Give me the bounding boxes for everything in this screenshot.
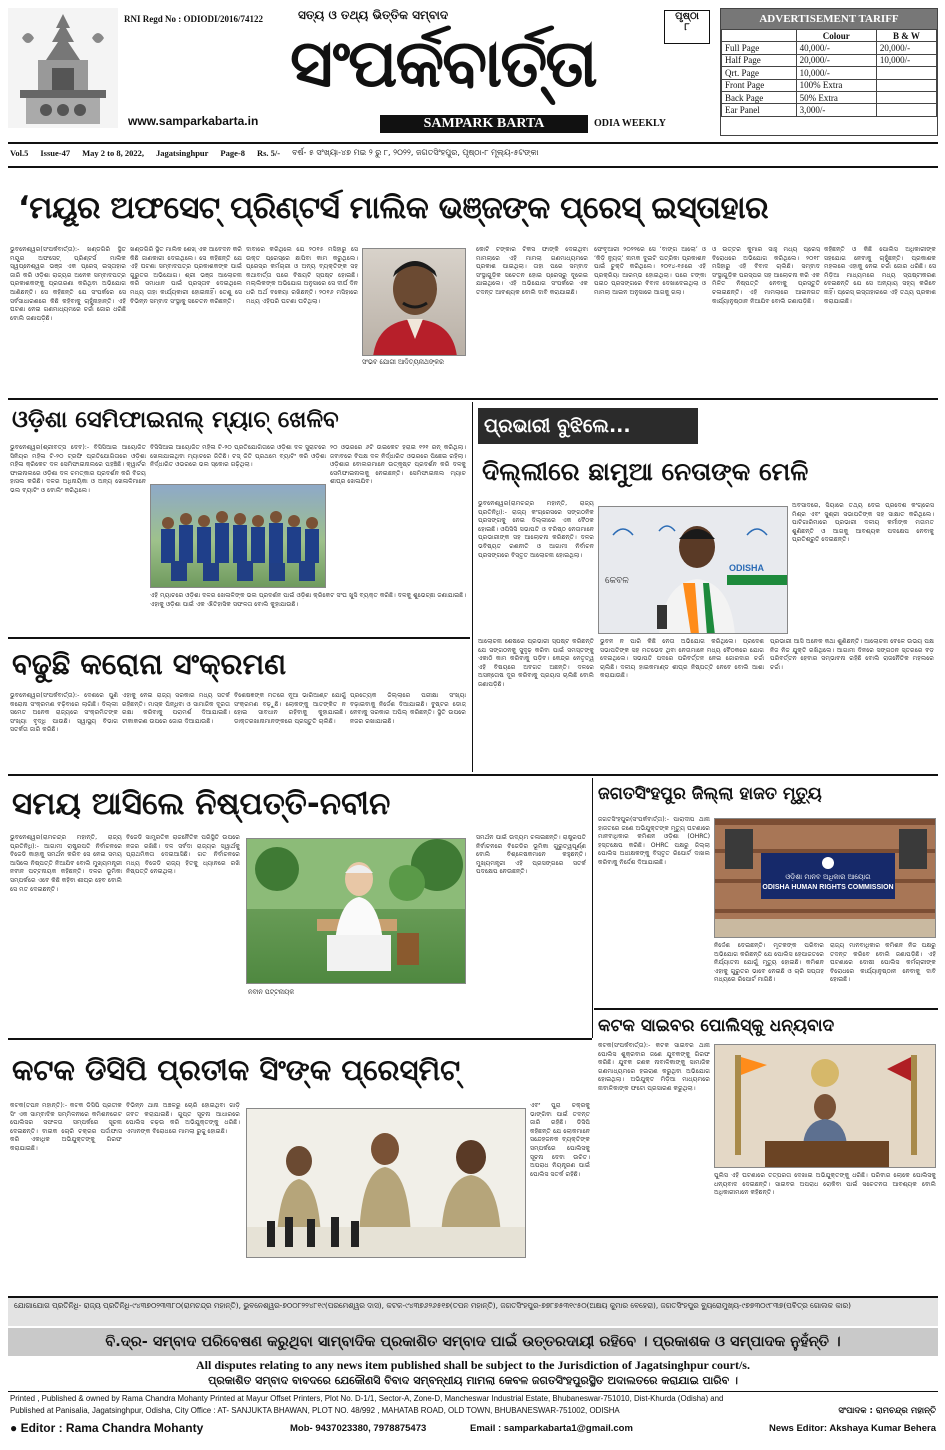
article-column: କହିଛନ୍ତି ଓ କିଛି ପୋଲିସ ଅଧିକାରୀଙ୍କ ସହଯୋଗ ନେବାକୁ ଚାହୁଁଛନ୍ତି। ପ୍ରକାଶକ ମହଲରେ ଏହାକୁ ନେଇ ଚର୍ଚ୍ଚା ଜୋର ଧରିଛି। ସେ ମିଡ଼ିଆ ମାଧ୍ୟମରେ ମଧ୍ୟ ସ୍ପଷ୍ଟୀକରଣ ଦେଇଛନ୍ତି ଯେ ସେ ଅନ୍ୟାୟ ସହ୍ୟ କରିବେ ନାହିଁ। ପ୍ରେସ୍ ଇସ୍ତାହାରରେ ଏହି ତଥ୍ୟ ପ୍ରକାଶ କରାଯାଇଛି।	[824, 246, 936, 305]
headline-mayur-offset: ‘ମୟୂର ଅଫସେଟ୍ ପ୍ରିଣ୍ଟର୍ସ ମାଲିକ ଭଞ୍ଜଙ୍କ ପ୍ରେସ୍ ଇସ୍ତାହାର	[18, 190, 769, 226]
tariff-table	[721, 29, 937, 117]
contacts-text: ଯୋଗାଯୋଗ ପ୍ରତିନିଧି- ରାଜ୍ୟ ପ୍ରତିନିଧି-୯୪୩୭୦୨୩୩୮୦(ରାମଚନ୍ଦ୍ର ମହାନ୍ତି), ଭୁବନେଶ୍ୱର-୭୦୦୮୨୨୪୮୧୯(ପରମେଶ୍ୱର ଦାସ), କଟକ-୯୪୩୭୬୨୬୫୧୭(ତପନ ମହାନ୍ତି), ଜଗତସିଂହପୁର-୭୭୮୭୫୩୧୯୫୦(ଅକ୍ଷୟ କୁମାର ବେହେରା), ଜଗତସିଂହପୁର ବ୍ୟୁରୋମୁଖ୍ୟ-୯୭୭୩୦୯୮୩୭(ପବିତ୍ର ଗୋଲକ କାର)	[14, 1301, 851, 1310]
svg-text:ODISHA HUMAN RIGHTS COMMISSION: ODISHA HUMAN RIGHTS COMMISSION	[762, 884, 894, 891]
imprint-line-2: Published at Panisalia, Jagatsinghpur, Odisha, City Office : AT- SANJUKTA BHAWAN, PLOT NO. 48/992 , MAHATAB ROAD, OLD TOWN, BHUBANESWAR-751002, ODISHA	[10, 1406, 620, 1415]
article-column: ଏହି ମ୍ୟାଚରେ ଓଡ଼ିଶା ଦଳର ଖେଳାଳିଙ୍କ ଭଲ ପ୍ରଦର୍ଶନ ପାଇଁ ଓଡ଼ିଶା କ୍ରିକେଟ ସଂଘ ଖୁସି ବ୍ୟକ୍ତ କରିଛି। ଦଳକୁ ଶୁଭେଚ୍ଛା ଜଣାଯାଇଛି। ଏହାକୁ ଓଡ଼ିଶା ପାଇଁ ଏକ ଐତିହାସିକ ସଫଳତା ବୋଲି କୁହାଯାଉଛି।	[150, 592, 466, 608]
article-column: ଭୁବନେଶ୍ୱର(ସଂପର୍କବାର୍ତ୍ତା):- ଖଣ୍ଡଗିରି ସ୍ଥିତ ମୟୂର ଅଫସେଟ୍ ପ୍ରିଣ୍ଟର୍ସ ମାଲିକ ସ୍ୱପ୍ନେଶ୍ୱର ଭଞ୍ଜ ଏକ ପ୍ରେସ୍ ଇସ୍ତାହାର ଜାରି କରି ଓଡ଼ିଶା ରାଜ୍ୟର ଅନେକ ସମ୍ବାଦପତ୍ର ପ୍ରକାଶକଙ୍କୁ ପ୍ରତାରଣା କରିଥିବା ଅଭିଯୋଗ ଆଣିଛନ୍ତି। ସେ କହିଛନ୍ତି ଯେ ସଂପର୍କରେ ସେ ସର୍ବସାଧାରଣରେ କିଛି କହିବାକୁ ଚାହୁଁନାହାନ୍ତି। ଏହି ଘଟଣା ନେଇ ଗଣମାଧ୍ୟମରେ ଚର୍ଚ୍ଚା ଜୋର ଧରିଛି ବୋଲି ଜଣାପଡ଼ିଛି।	[10, 246, 126, 322]
dateline-odia: ବର୍ଷ- ୫ ସଂଖ୍ୟା-୪୭ ମଇ ୨ ରୁ ୮, ୨୦୨୨, ଜଗତସିଂହପୁର, ପୃଷ୍ଠା-୮ ମୂଲ୍ୟ-୫ଟଙ୍କା	[292, 148, 539, 157]
article-column: ପ୍ରଭାରୀ ଆସି ଅନେକ କଥା ଶୁଣିଛନ୍ତି। ଆଲୋଚନା ବେଳେ ଉଭୟ ପକ୍ଷ ନିଜ ନିଜ ଯୁକ୍ତି ରଖିଥିଲେ। ଆଗାମୀ ଦିନରେ ସଙ୍ଗଠନ ସ୍ତରରେ ବଡ଼ ପରିବର୍ତ୍ତନ ହେବାର ସମ୍ଭାବନା ରହିଛି ବୋଲି ରାଜନୈତିକ ମହଲରେ ଚର୍ଚ୍ଚା।	[770, 638, 934, 671]
article-column: ୨୦ ଓଭରରେ ୬ଟି ଉଇକେଟ ହରାଇ ୧୨୧ ରନ୍ କରିଥିଲା। ଜବାବରେ ବିପକ୍ଷ ଦଳ ନିର୍ଦ୍ଧାରିତ ଓଭରରେ ପିଛେଇ ରହିଲା। ଓଡ଼ିଶାର ବୋଲରମାନେ ଉତ୍କୃଷ୍ଟ ପ୍ରଦର୍ଶନ କରି ଦଳକୁ ସେମିଫାଇନାଲକୁ ନେଇଛନ୍ତି। ସେମିଫାଇନାଲ ମ୍ୟାଚ ଶୀଘ୍ର ଖେଳାଯିବ।	[330, 444, 466, 486]
table-row: Front Page 100% Extra	[722, 79, 937, 91]
cricket-team-photo	[150, 484, 326, 588]
table-row: Full Page 40,000/- 20,000/-	[722, 42, 937, 54]
page-box-label: ପୃଷ୍ଠା	[675, 11, 699, 22]
article-column: ଫେବୃଆରୀ ୨୦୨୨ରେ ସେ ‘ବାଙ୍ଗ ଆଲୋ’ ଓ ‘କିଡ଼ି ନ୍ୟୁଜ୍’ ନାମକ ଦୁଇଟି ପତ୍ରିକା ପ୍ରକାଶନ ପାଇଁ ଚୁକ୍ତି କରିଥିଲେ। ୨୦୧୪-୧୫ରେ ଏହି ପ୍ରକ୍ରିୟା ଆରମ୍ଭ ହୋଇଥିଲା। ପରେ ଟଙ୍କା ପଇଠ ପ୍ରସଙ୍ଗରେ ବିବାଦ ଦେଖାଦେଇଥିଲା ଓ ମାମଲା ଆଇନ ଅନୁସାରେ ଆଗକୁ ଗଲା।	[594, 246, 706, 296]
headline-cuttack-cyber-police: କଟକ ସାଇବର ପୋଲିସ୍‌କୁ ଧନ୍ୟବାଦ	[598, 1016, 835, 1036]
news-editor: News Editor: Akshaya Kumar Behera	[768, 1423, 936, 1434]
tagline: ସତ୍ୟ ଓ ତଥ୍ୟ ଭିତ୍ତିକ ସମ୍ବାଦ	[298, 8, 449, 22]
article-column: ଅବସାଦରେ, ସିୟାରେ ତଥ୍ୟ ଦେଇ ପ୍ରଦେଶ କଂଗ୍ରେସ ମିଶ୍ର ଏବଂ ସୁଶ୍ରୀ ସଭାପତିଙ୍କ ସହ ସାକ୍ଷାତ କରିଥିଲେ। ପାଟିଗାରିମାରେ ପ୍ରଭାରୀ ଦଳୀୟ କର୍ମୀଙ୍କ ମତାମତ ଶୁଣିଛନ୍ତି ଓ ଆଗକୁ ଆବଶ୍ୟକ ପଦକ୍ଷେପ ନେବାକୁ ପ୍ରତିଶ୍ରୁତି ଦେଇଛନ୍ତି।	[792, 502, 934, 544]
tariff-header-colour: Colour	[796, 30, 876, 42]
article-column: ବିସିସିଆଇ ଆୟୋଜିତ ମହିଳା ଟି-୨୦ ପ୍ରତିଯୋଗିତାରେ ଓଡ଼ିଶା ଦଳ ସୁରାଟରେ ଖେଳାଯାଇଥିବା ମ୍ୟାଚରେ ଜିତିଛି। ଟସ୍ ଜିତି ପ୍ରଥମେ ବ୍ୟାଟିଂ କରି ଓଡ଼ିଶା ନିର୍ଦ୍ଧାରିତ ଓଭରରେ ଭଲ ସ୍କୋର ଗଢ଼ିଥିଲା।	[150, 444, 326, 469]
article-column: ଭୁବନେଶ୍ୱର(ରାମଚନ୍ଦ୍ର ମହାନ୍ତି, ରାଜ୍ୟ ପ୍ରତିନିଧି):- ଆଗାମୀ ରାଷ୍ଟ୍ରପତି ନିର୍ବାଚନରେ ବିଜେଡି କାହାକୁ ସମର୍ଥନ କରିବ ସେ ନେଇ ସମୟ ଆସିଲେ ନିଷ୍ପତ୍ତି ନିଆଯିବ ବୋଲି ମୁଖ୍ୟମନ୍ତ୍ରୀ ନବୀନ ପଟ୍ଟନାୟକ କହିଛନ୍ତି। ଦଳର ଭୂମିକା ସମ୍ପର୍କରେ ଏବେ କିଛି କହିବା ଶୀଘ୍ର ହେବ ବୋଲି ସେ ମତ ଦେଇଛନ୍ତି।	[10, 834, 122, 893]
divider	[8, 1391, 938, 1392]
article-column: କଟକ(ସଂପର୍କବାର୍ତ୍ତା):- କଟକ ସାଇବର ଥାନା ପୋଲିସ ଶୁକ୍ରବାର ଜଣେ ଯୁବକଙ୍କୁ ଗିରଫ କରିଛି। ଯୁବକ ଜଣକ ନାବାଳିକାଙ୍କୁ ସାମାଜିକ ଗଣମାଧ୍ୟମରେ ହଇରାଣ କରୁଥିବା ଅଭିଯୋଗ ହୋଇଥିଲା। ଅଭିଯୁକ୍ତ ମିଡ଼ିଆ ମାଧ୍ୟମରେ ନାବାଳିକାଙ୍କ ଫଟୋ ପ୍ରସାରଣ କରୁଥିଲା।	[598, 1042, 710, 1092]
divider	[8, 637, 470, 639]
article-column: ଭୁବନେଶ୍ୱର(ସଂପର୍କବାର୍ତ୍ତା):- ଦେଶରେ ପୁଣି କରୋନା ସଂକ୍ରମଣ ବଢ଼ିବାରେ ଲାଗିଛି। ଦିଲ୍ଲୀ ସମେତ ଅନେକ ରାଜ୍ୟରେ ସଂକ୍ରମିତଙ୍କ ସଂଖ୍ୟା ବୃଦ୍ଧି ପାଉଛି। ସ୍ୱାସ୍ଥ୍ୟ ବିଭାଗ ସତର୍କତା ଜାରି କରିଛି।	[10, 692, 118, 734]
svg-text:ODISHA: ODISHA	[729, 563, 765, 573]
title-odia: ସଂପର୍କବାର୍ତ୍ତା	[290, 25, 596, 102]
vol: Vol.5	[10, 148, 29, 158]
editor-name: ● Editor : Rama Chandra Mohanty	[10, 1421, 204, 1435]
divider	[8, 142, 938, 144]
table-row: Half Page 20,000/- 10,000/-	[722, 54, 937, 66]
press-meet-photo	[246, 1108, 526, 1258]
jurisdiction-english: All disputes relating to any news item published shall be subject to the Jurisdiction of Jagatsinghpur court/s.	[196, 1358, 750, 1372]
subtitle: ODIA WEEKLY	[594, 118, 666, 129]
press-conference-photo	[598, 506, 788, 634]
issue: Issue-47	[40, 148, 71, 158]
article-column: ଦାବାରେ କରିଥିଲେ ଯେ ୨୦୧୫ ମସିହାରୁ ସେ ଉକ୍ତ ପ୍ରେସ୍‌ରେ ଛାପିବା କାମ କରୁଥିଲେ। ପ୍ରେସ୍‌ର କର୍ମଚାରୀ ଓ ଅନ୍ୟ ବ୍ୟକ୍ତିଙ୍କ ସହ କଥାବାର୍ତ୍ତା ପରେ ବିଷୟଟି ସ୍ପଷ୍ଟ ହୋଇଛି। ମଲ୍ଲିକଙ୍କ ଅଭିଯୋଗ ଅନୁସାରେ ସେ ଦୀର୍ଘ ଦିନ ଧରି ଅର୍ଥ ବକେୟା ରଖିଛନ୍ତି। ୨୦୧୬ ମସିହାରେ ମଧ୍ୟ ଏହିପରି ଘଟଣା ଘଟିଥିଲା।	[246, 246, 358, 305]
rni-number: RNI Regd No : ODIODI/2016/74122	[124, 14, 264, 24]
ohrc-building-photo	[714, 818, 936, 938]
temple-emblem-icon	[8, 8, 118, 128]
jurisdiction-odia: ପ୍ରକାଶିତ ସମ୍ବାଦ ବାବଦରେ ଯେକୌଣସି ବିବାଦ ସମ୍ବନ୍ଧୀୟ ମାମଲା କେବଳ ଜଗତସିଂହପୁରସ୍ଥିତ ଅଦାଲତରେ କରାଯାଇ ପାରିବ ।	[208, 1374, 738, 1387]
article-column: ଭୁବନ ନ ପାରି କିଛି ନେତା ଅଭିଯୋଗ କରିଥିଲେ। ପ୍ରଦେଶ ସଭାପତିଙ୍କ ସହ ମତଭେଦ ଥିବା ନେତାମାନେ ମଧ୍ୟ ବୈଠକରେ ଯୋଗ ଦେଇଥିଲେ। ସଭାପତି ପଦରେ ପରିବର୍ତ୍ତନ ନେଇ ଜୋରଦାର ଚର୍ଚ୍ଚା ଚାଲିଛି। ଦଳୀୟ ହାଇକମାଣ୍ଡ ଶୀଘ୍ର ନିଷ୍ପତ୍ତି ନେବେ ବୋଲି ଆଶା କରାଯାଉଛି।	[600, 638, 764, 680]
headline-custodial-death: ଜଗତସିଂହପୁର ଜିଲ୍ଲା ହାଜତ ମୃତ୍ୟୁ	[598, 784, 822, 804]
place: Jagatsinghpur	[155, 148, 209, 158]
tariff-header-bw: B & W	[876, 30, 936, 42]
article-column: ପ୍ରତ୍ୟେକ ଜିଲ୍ଲାରେ ପରୀକ୍ଷା ସଂଖ୍ୟା ବଢ଼ାଇବାକୁ ନିର୍ଦ୍ଦେଶ ଦିଆଯାଇଛି। ବୁଷ୍ଟର ଡୋଜ୍ ନେବାକୁ ସରକାର ଅପିଲ୍ କରିଛନ୍ତି। ସ୍ଥିତି ଉପରେ ନଜର ରଖାଯାଇଛି।	[350, 692, 466, 725]
disclaimer-odia: ବି.ଦ୍ର- ସମ୍ବାଦ ପରିବେଷଣ କରୁଥିବା ସାମ୍ବାଦିକ ପ୍ରକାଶିତ ସମ୍ବାଦ ପାଇଁ ଉତ୍ତରଦାୟୀ ରହିବେ । ପ୍ରକାଶକ ଓ ସମ୍ପାଦକ ନୁହଁନ୍ତି ।	[105, 1334, 841, 1350]
article-column: ବିଜେଡି ସାମ୍ପ୍ରତିକ ରାଜନୈତିକ ପରିସ୍ଥିତି ଉପରେ ନଜର ରଖିଛି। ଦଳ ସର୍ବଦା ରାଜ୍ୟର ସ୍ୱାର୍ଥକୁ ପ୍ରାଥମିକତା ଦେଇଆସିଛି। ଗତ ନିର୍ବାଚନରେ ମଧ୍ୟ ବିଜେଡି ରାଜ୍ୟ ହିତକୁ ଧ୍ୟାନରେ ରଖି ନିଷ୍ପତ୍ତି ନେଇଥିଲା।	[126, 834, 240, 876]
website-link[interactable]: www.samparkabarta.in	[128, 114, 259, 128]
article-column: କୋଟି ଟଙ୍କାର ଟିକସ ଫାଙ୍କି ଦେଇଥିବା ମାମଲାରେ ଏହି ମାମଲା ଗଣମାଧ୍ୟମରେ ପ୍ରକାଶ ପାଇଥିଲା। ତାହା ପରେ ସମ୍ବାଦ ସଂସ୍ଥାଗୁଡ଼ିକ ସଚେତନ ହୋଇ ପ୍ରେସ୍‌ରୁ ଦୂରେଇ ଯାଇଥିଲେ। ଏହି ଅଭିଯୋଗ ସଂପର୍କରେ ଏକ ତଦନ୍ତ ଆବଶ୍ୟକ ବୋଲି ଦାବି କରାଯାଇଛି।	[476, 246, 588, 296]
photo-caption: ସଂଭବ ଯୋଗୀ ଆଦିତ୍ୟନାଥଙ୍କର	[362, 358, 444, 366]
article-column: ଖଣ୍ଡଗିରି ସ୍ଥିତ ମାଲିକ ଶେଖ୍ ଏକ ଆବେଦନ କରି କିଛି ଜାଣକାରୀ ଦେଇଥିଲେ। ସେ କହିଛନ୍ତି ଯେ ଏହି ଘଟଣା ସମ୍ବାଦପତ୍ର ପ୍ରକାଶକଙ୍କ ପାଇଁ ଗୁରୁତର ଅଭିଯୋଗ। ଶ୍ରୀ ଭଞ୍ଜ ଆଲୋଚନା କରି ସମାଧାନ ପାଇଁ ପ୍ରସ୍ତାବ ଦେଇଥିଲେ ମଧ୍ୟ ତାହା କାର୍ଯ୍ୟକାରୀ ହୋଇନାହିଁ। ତେଣୁ ସେ ବିଭିନ୍ନ ସମ୍ବାଦ ସଂସ୍ଥାକୁ ସଚେତନ କରିଛନ୍ତି।	[130, 246, 242, 305]
article-column: ସମର୍ଥନ ପାଇଁ ଉଦ୍ୟମ ଚଳାଇଛନ୍ତି। ରାଷ୍ଟ୍ରପତି ନିର୍ବାଚନରେ ବିଜେଡିର ଭୂମିକା ଗୁରୁତ୍ୱପୂର୍ଣ୍ଣ ବୋଲି ବିଶ୍ଳେଷକମାନେ କହୁଛନ୍ତି। ମୁଖ୍ୟମନ୍ତ୍ରୀ ଏହି ପ୍ରସଙ୍ଗରେ ସତର୍କ ପଦକ୍ଷେପ ନେଉଛନ୍ତି।	[476, 834, 586, 876]
divider	[472, 402, 473, 772]
article-column: ଭୁବନେଶ୍ୱର(ରାମଚନ୍ଦ୍ର ମହାନ୍ତି, ରାଜ୍ୟ ପ୍ରତିନିଧି):- ରାଜ୍ୟ କଂଗ୍ରେସରେ ସଙ୍ଗଠନିକ ପ୍ରସଙ୍ଗକୁ ନେଇ ଦିଲ୍ଲୀରେ ଏକ ବୈଠକ ହୋଇଛି। ଓପିସିସି ସଭାପତି ଓ ବରିଷ୍ଠ ନେତାମାନେ ପ୍ରଭାରୀଙ୍କ ସହ ଆଲୋଚନା କରିଛନ୍ତି। ଦଳର ଭବିଷ୍ୟତ ରଣନୀତି ଓ ଆଗାମୀ ନିର୍ବାଚନ ପ୍ରସଙ୍ଗରେ ବିସ୍ତୃତ ଆଲୋଚନା ହୋଇଥିଲା।	[478, 500, 594, 559]
advertisement-tariff	[720, 8, 938, 136]
email-address[interactable]: Email : samparkabarta1@gmail.com	[470, 1423, 633, 1434]
masthead	[0, 0, 945, 140]
article-column: ଆଲୋଚନା ଶେଷରେ ପ୍ରଭାରୀ ସ୍ପଷ୍ଟ କରିଛନ୍ତି ଯେ ସଙ୍ଗଠନକୁ ସୁଦୃଢ଼ କରିବା ପାଇଁ ସମସ୍ତଙ୍କୁ ଏକାଠି କାମ କରିବାକୁ ପଡ଼ିବ। କେନ୍ଦ୍ର ନେତୃତ୍ୱ ଏହି ବିଷୟରେ ଅବଗତ ଅଛନ୍ତି। ଦଳରେ ଅସନ୍ତୋଷ ଦୂର କରିବାକୁ ପ୍ରୟାସ ଚାଲିଛି ବୋଲି ଜଣାପଡ଼ିଛି।	[478, 638, 594, 688]
page-number: Page-8	[220, 148, 245, 158]
imprint-line-1: Printed , Published & owned by Rama Chandra Mohanty Printed at Mayur Offset Printers, Plot No. D-1/1, Sector-A, Zone-D, Mancheswar Industrial Estate, Bhubaneswar-751010, Dist-Khurda (Odisha) and	[10, 1394, 724, 1403]
article-column: ନିର୍ଦ୍ଦେଶ ଦେଇଛନ୍ତି। ମୃତକଙ୍କ ପରିବାର ଅଭିଯୋଗ କରିଛନ୍ତି ଯେ ପୋଲିସ ହେପାଜତରେ ନିର୍ଯ୍ୟାତନା ଯୋଗୁଁ ମୃତ୍ୟୁ ହୋଇଛି। କମିଶନ ଏହାକୁ ଗୁରୁତର ଭାବେ ନେଇଛି ଓ ଚାରି ସପ୍ତାହ ମଧ୍ୟରେ ରିପୋର୍ଟ ମାଗିଛି।	[714, 942, 824, 984]
table-row: Qrt. Page 10,000/-	[722, 67, 937, 79]
sampadaka: ସଂପାଦକ : ରାମଚନ୍ଦ୍ର ମହାନ୍ତି	[838, 1406, 936, 1416]
headline-corona-rising: ବଢୁଛି କରୋନା ସଂକ୍ରମଣ	[12, 647, 287, 681]
naveen-patnaik-photo	[246, 838, 466, 984]
headline-dcp-pratik-singh: କଟକ ଡିସିପି ପ୍ରତୀକ ସିଂଙ୍କ ପ୍ରେସ୍‌ମିଟ୍	[12, 1053, 461, 1087]
mobile-numbers: Mob- 9437023380, 7978875473	[290, 1423, 427, 1434]
photo-caption: ନବୀନ ପଟ୍ଟନାୟକ	[248, 988, 295, 996]
article-column: ଏବଂ ପୁରା ଚକ୍ରକୁ ଭାଙ୍ଗିବା ପାଇଁ ତଦନ୍ତ ଜାରି ରହିଛି। ଡିସିପି କହିଛନ୍ତି ଯେ ଲୋକମାନେ ସନ୍ଦେହଜନକ ବ୍ୟକ୍ତିଙ୍କ ସମ୍ପର୍କରେ ପୋଲିସକୁ ସୂଚନା ଦେବା ଉଚିତ। ଅପରାଧ ନିୟନ୍ତ୍ରଣ ପାଇଁ ପୋଲିସ ସତର୍କ ରହିଛି।	[530, 1102, 590, 1178]
svg-text:କେବଳ: କେବଳ	[605, 576, 629, 586]
article-column: ବିଭିନ୍ନ ଥାନା ଅଞ୍ଚଳରୁ ଚୋରି ହୋଇଥିବା ଗାଡ଼ି ଜବତ କରାଯାଇଛି। ଗୁପ୍ତ ସୂଚନା ଆଧାରରେ ପୋଲିସ ଚଢ଼ଉ କରି ଅଭିଯୁକ୍ତଙ୍କୁ ଧରିଛି। ଏମାନଙ୍କ ବିରୋଧରେ ମାମଲା ରୁଜୁ ହୋଇଛି।	[126, 1102, 240, 1135]
article-column: ଜଗତସିଂହପୁର(ସଂପର୍କବାର୍ତ୍ତା):- ପାରାଦୀପ ଥାନା ହାଜତରେ ଜଣେ ଅଭିଯୁକ୍ତଙ୍କ ମୃତ୍ୟୁ ଘଟଣାରେ ମାନବାଧିକାର କମିଶନ ଓଡ଼ିଶା (OHRC) ହସ୍ତକ୍ଷେପ କରିଛି। OHRC ପକ୍ଷରୁ ଜିଲ୍ଲା ପୋଲିସ ଅଧୀକ୍ଷକଙ୍କୁ ବିସ୍ତୃତ ରିପୋର୍ଟ ଦାଖଲ କରିବାକୁ ନିର୍ଦ୍ଦେଶ ଦିଆଯାଇଛି।	[598, 816, 710, 866]
divider	[592, 778, 593, 1038]
title-english: SAMPARK BARTA	[380, 115, 588, 133]
headline-odisha-semifinal: ଓଡ଼ିଶା ସେମିଫାଇନାଲ୍ ମ୍ୟାଚ୍ ଖେଳିବ	[12, 407, 339, 433]
divider	[8, 398, 938, 400]
disclaimer-bar	[8, 1328, 938, 1356]
article-column: ଭୁବନେଶ୍ୱର(ଶ୍ରୀବତ୍ସ ଦେବ):- ବିସିସିଆଇ ଆୟୋଜିତ ସିନିୟର ମହିଳା ଟି-୨୦ ଟ୍ରଫି ପ୍ରତିଯୋଗିତାରେ ଓଡ଼ିଶା ମହିଳା କ୍ରିକେଟ ଦଳ ସେମିଫାଇନାଲରେ ପହଞ୍ଚିଛି। କ୍ୱାର୍ଟର ଫାଇନାଲରେ ଓଡ଼ିଶା ଦଳ ଚମତ୍କାର ପ୍ରଦର୍ଶନ କରି ବିଜୟ ହାସଲ କରିଛି। ଦଳର ଅଧିନାୟିକା ଓ ଅନ୍ୟ ଖେଳାଳିମାନେ ଭଲ ବ୍ୟାଟିଂ ଓ ବୋଲିଂ କରିଥିଲେ।	[10, 444, 146, 494]
divider	[8, 166, 938, 168]
divider	[8, 1038, 592, 1040]
price: Rs. 5/-	[256, 148, 281, 158]
article-column: ଏହାକୁ ନେଇ ରାଜ୍ୟ ସରକାର ମଧ୍ୟ ସତର୍କ ରହିଛନ୍ତି। ମାସ୍କ ପିନ୍ଧିବା ଓ ସାମାଜିକ ଦୂରତା ରକ୍ଷା କରିବାକୁ ପରାମର୍ଶ ଦିଆଯାଇଛି। ଟୀକାକରଣ ଉପରେ ଜୋର ଦିଆଯାଉଛି।	[122, 692, 230, 725]
tariff-title: ADVERTISEMENT TARIFF	[721, 9, 937, 29]
divider	[8, 774, 938, 776]
headline-naveen-decision: ସମୟ ଆସିଲେ ନିଷ୍ପତ୍ତି-ନବୀନ	[12, 786, 391, 822]
table-row: Ear Panel 3,000/-	[722, 104, 937, 116]
banner-text: ପ୍ରଭାରୀ ବୁଝିଲେ...	[484, 415, 631, 437]
article-column: ବିଶେଷଜ୍ଞଙ୍କ ମତରେ ନୂଆ ଭାରିଆଣ୍ଟ ଯୋଗୁଁ ସଂକ୍ରମଣ ବଢ଼ୁଛି। ଲୋକଙ୍କୁ ଆତଙ୍କିତ ନ ହୋଇ ସାବଧାନ ରହିବାକୁ କୁହାଯାଇଛି। ଡାକ୍ତରଖାନାମାନଙ୍କରେ ପ୍ରସ୍ତୁତି ଚାଲିଛି।	[234, 692, 346, 725]
dateline	[10, 148, 936, 162]
article-column: ରାଜ୍ୟ ମାନବାଧିକାର କମିଶନ ନିଜ ପକ୍ଷରୁ ତଦନ୍ତ କରିବେ ବୋଲି ଜଣାପଡ଼ିଛି। ଏହି ଘଟଣାରେ ଦୋଷୀ ପୋଲିସ କର୍ମଚାରୀଙ୍କ ବିରୋଧରେ କାର୍ଯ୍ୟାନୁଷ୍ଠାନ ନେବାକୁ ଦାବି ହୋଇଛି।	[830, 942, 936, 984]
headline-delhi-leaders: ଦିଲ୍ଲୀରେ ଛାମୁଆ ନେତାଙ୍କ ମେଳି	[482, 457, 809, 486]
contacts-strip	[8, 1298, 938, 1326]
page-box	[664, 10, 710, 44]
article-column: ଓ ଉତ୍ତର କୁମାର ସାହୁ ମଧ୍ୟ ପ୍ରେସ୍ ବିରୋଧରେ ଅଭିଯୋଗ କରିଥିଲେ। ୨୦୧୮ ମସିହାରୁ ଏହି ବିବାଦ ଚାଲିଛି। ସମ୍ବାଦ ସଂସ୍ଥାଗୁଡ଼ିକ ପରସ୍ପର ସହ ଆଲୋଚନା କରି ଏକ ମିଳିତ ନିଷ୍ପତ୍ତି ନେବାକୁ ପ୍ରସ୍ତୁତି ଚଳାଇଛନ୍ତି। ଏହି ମାମଲାରେ ଆଇନଗତ କାର୍ଯ୍ୟାନୁଷ୍ଠାନ ନିଆଯିବ ବୋଲି ଜଣାପଡ଼ିଛି।	[712, 246, 820, 305]
date: May 2 to 8, 2022,	[82, 148, 144, 158]
svg-text:ଓଡ଼ିଶା ମାନବ ଅଧିକାର ଆୟୋଗ: ଓଡ଼ିଶା ମାନବ ଅଧିକାର ଆୟୋଗ	[785, 873, 871, 881]
portrait-photo	[362, 248, 466, 356]
table-row: Back Page 50% Extra	[722, 91, 937, 103]
page-box-number: ୮	[684, 22, 690, 33]
police-officer-photo	[714, 1044, 936, 1168]
article-column: ପୁଲିସ ଏହି ଘଟଣାରେ ତତ୍ପରତା ଦେଖାଇ ଅଭିଯୁକ୍ତଙ୍କୁ ଧରିଛି। ପରିବାର ଲୋକେ ପୋଲିସକୁ ଧନ୍ୟବାଦ ଦେଇଛନ୍ତି। ସାଇବର ଅପରାଧ ରୋକିବା ପାଇଁ ସଚେତନତା ଆବଶ୍ୟକ ବୋଲି ଅଧିକାରୀମାନେ କହିଛନ୍ତି।	[714, 1172, 936, 1197]
article-column: କଟକ(ତପନ ମହାନ୍ତି):- କଟକ ଡିସିପି ପ୍ରତୀକ ସିଂ ଏକ ସାମ୍ବାଦିକ ସମ୍ମିଳନୀରେ କମିଶନରେଟ ପୋଲିସର ସଫଳତା ସମ୍ପର୍କରେ ସୂଚନା ଦେଇଛନ୍ତି। ବାଇକ ଚୋରି ଚକ୍ରର ପର୍ଦ୍ଦାଫାସ କରି ଏକାଧିକ ଅଭିଯୁକ୍ତଙ୍କୁ ଗିରଫ କରାଯାଇଛି।	[10, 1102, 122, 1152]
